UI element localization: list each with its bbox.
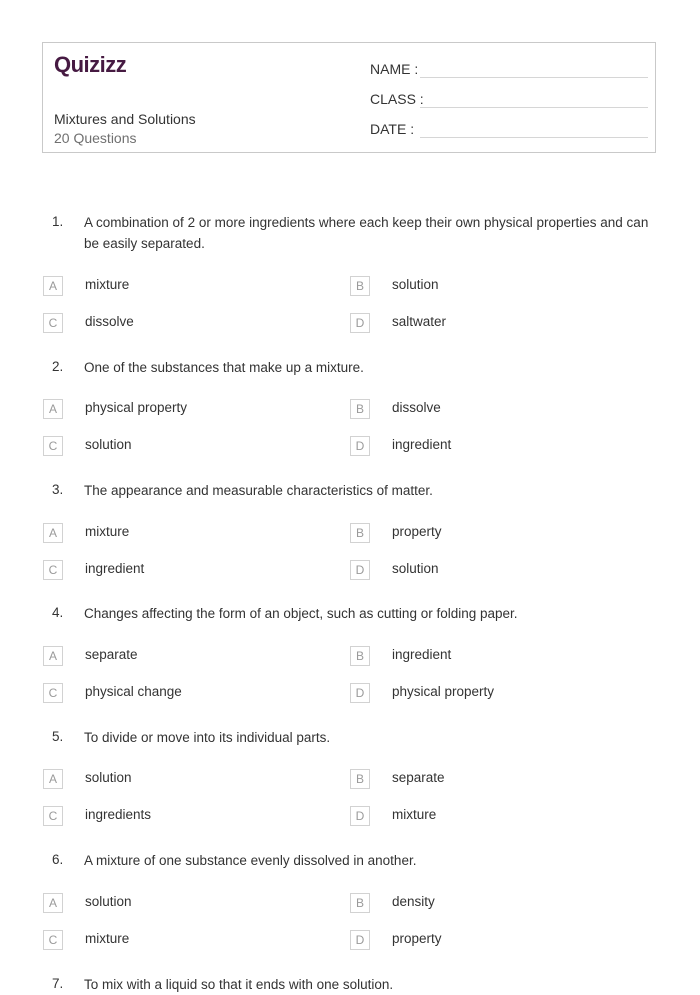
option-text: solution	[392, 561, 439, 576]
option-text: mixture	[85, 931, 130, 946]
question-number: 4.	[52, 605, 64, 620]
question-text: One of the substances that make up a mixture.	[84, 360, 364, 375]
option-letter-box: D	[350, 560, 370, 580]
question-text: To divide or move into its individual parts.	[84, 730, 331, 745]
class-field	[370, 88, 648, 110]
option-letter-box: B	[350, 276, 370, 296]
option-text: density	[392, 894, 435, 909]
option-text: mixture	[392, 807, 437, 822]
option-text: physical change	[85, 684, 182, 699]
option-text: ingredients	[85, 807, 152, 822]
date-line	[420, 137, 648, 138]
question-text: A mixture of one substance evenly dissolved in another.	[84, 853, 417, 868]
option-text: mixture	[85, 524, 130, 539]
option-text: solution	[85, 437, 132, 452]
option-text: mixture	[85, 277, 130, 292]
option-letter-box: C	[43, 436, 63, 456]
option-letter-box: D	[350, 683, 370, 703]
name-label: NAME :	[370, 61, 419, 77]
question-number: 1.	[52, 214, 64, 229]
option-text: ingredient	[85, 561, 145, 576]
question-text: A combination of 2 or more ingredients where each keep their own physical properties and can be easily separated.	[84, 215, 649, 251]
question-count: 20 Questions	[54, 130, 137, 146]
option-letter-box: C	[43, 560, 63, 580]
option-text: saltwater	[392, 314, 447, 329]
option-letter-box: A	[43, 646, 63, 666]
option-text: solution	[392, 277, 439, 292]
option-letter-box: B	[350, 399, 370, 419]
worksheet-header	[42, 42, 656, 153]
question-number: 7.	[52, 976, 64, 991]
option-text: solution	[85, 770, 132, 785]
option-text: ingredient	[392, 647, 452, 662]
question-number: 5.	[52, 729, 64, 744]
class-line	[420, 107, 648, 108]
option-letter-box: B	[350, 646, 370, 666]
option-letter-box: A	[43, 399, 63, 419]
option-letter-box: C	[43, 313, 63, 333]
option-text: solution	[85, 894, 132, 909]
option-text: dissolve	[85, 314, 134, 329]
option-letter-box: D	[350, 436, 370, 456]
option-text: separate	[392, 770, 445, 785]
option-letter-box: D	[350, 313, 370, 333]
question-text: To mix with a liquid so that it ends with one solution.	[84, 977, 394, 992]
question-text: The appearance and measurable characteristics of matter.	[84, 483, 433, 498]
option-letter-box: B	[350, 893, 370, 913]
option-letter-box: B	[350, 769, 370, 789]
option-text: ingredient	[392, 437, 452, 452]
worksheet-title: Mixtures and Solutions	[54, 111, 196, 127]
option-letter-box: C	[43, 683, 63, 703]
option-text: physical property	[85, 400, 188, 415]
option-letter-box: A	[43, 893, 63, 913]
option-text: separate	[85, 647, 138, 662]
date-label: DATE :	[370, 121, 415, 137]
option-letter-box: C	[43, 806, 63, 826]
option-text: physical property	[392, 684, 495, 699]
option-letter-box: B	[350, 523, 370, 543]
question-number: 3.	[52, 482, 64, 497]
question-number: 6.	[52, 852, 64, 867]
option-letter-box: A	[43, 523, 63, 543]
option-letter-box: D	[350, 806, 370, 826]
option-text: property	[392, 931, 442, 946]
name-field	[370, 58, 648, 80]
quizizz-logo: Quizizz	[54, 52, 127, 77]
option-text: dissolve	[392, 400, 441, 415]
name-line	[420, 77, 648, 78]
option-letter-box: A	[43, 769, 63, 789]
option-letter-box: C	[43, 930, 63, 950]
option-letter-box: A	[43, 276, 63, 296]
date-field	[370, 118, 648, 140]
class-label: CLASS :	[370, 91, 424, 107]
option-text: property	[392, 524, 442, 539]
question-number: 2.	[52, 359, 64, 374]
question-text: Changes affecting the form of an object, such as cutting or folding paper.	[84, 606, 518, 621]
option-letter-box: D	[350, 930, 370, 950]
